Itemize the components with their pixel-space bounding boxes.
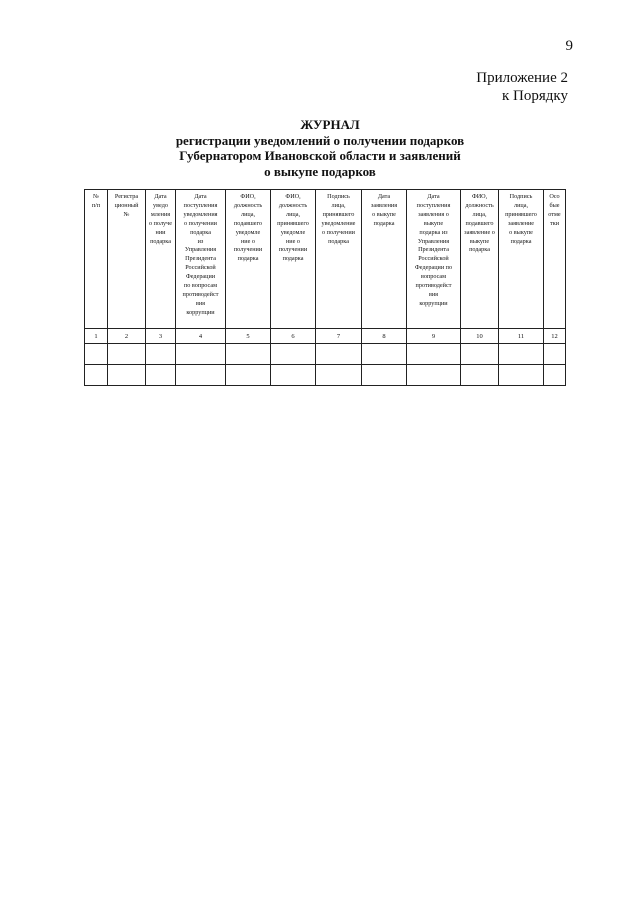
column-header-6 [271,190,316,329]
column-number: 10 [461,329,499,344]
column-header-line: Осо [549,193,560,200]
column-header-line: подарка [469,246,490,254]
column-header-line: выкупе [423,219,444,227]
column-header-line: мления [150,210,171,218]
column-header-line: принявшего [322,210,355,218]
column-header-line: заявление [507,219,535,227]
registration-journal-table [84,189,566,386]
title-line-2: Губернатором Ивановской области и заявлений [179,148,461,163]
column-header-line: по вопросам [183,282,218,290]
column-header-line: Президента [185,255,216,263]
column-header-line: нии [155,228,166,236]
column-header-line: подарка из [419,228,448,236]
column-header-1 [85,190,108,329]
column-header-line: лица, [513,201,528,209]
column-header-line: уведо [153,201,168,209]
column-header-line: отме [548,210,561,218]
column-header-line: п/п [91,201,101,209]
table-cell [407,365,461,386]
column-number: 1 [85,329,108,344]
column-number: 5 [226,329,271,344]
column-header-line: подарка [150,237,171,245]
column-header-line: уведомление [321,219,356,227]
column-header-line: о выкупе [372,210,396,218]
column-header-2 [108,190,146,329]
column-header-line: подарка [510,237,532,245]
table-row [85,344,566,365]
column-header-line: № [93,193,99,200]
column-header-line: лица, [331,201,346,209]
column-number: 7 [316,329,362,344]
column-header-10 [461,190,499,329]
column-header-line: уведомления [183,210,218,218]
column-header-line: ние о [285,237,300,245]
column-header-line: противодейст [182,290,219,298]
column-header-line: принявшего [505,210,537,218]
column-header-line: заявление о [464,228,495,236]
column-number: 6 [271,329,316,344]
column-header-line: уведомле [280,228,306,236]
column-header-line: Управления [184,246,217,254]
column-header-line: заявления [370,201,398,209]
column-number-row [85,329,566,344]
column-header-line: Дата [194,193,207,200]
column-header-line: вия [195,299,206,307]
column-number: 8 [362,329,407,344]
table-cell [271,365,316,386]
column-header-line: Федерации [185,273,216,281]
column-header-line: уведомле [235,228,261,236]
column-header-line: тки [549,219,560,227]
column-header-line: о получении [322,228,355,236]
appendix-reference [476,69,568,105]
table-cell [85,344,108,365]
column-header-11 [499,190,544,329]
column-number: 12 [544,329,566,344]
column-header-line: коррупции [419,299,448,307]
column-number: 4 [176,329,226,344]
column-header-line: о получении [184,219,217,227]
column-header-8 [362,190,407,329]
column-header-9 [407,190,461,329]
title-main: ЖУРНАЛ [300,117,360,132]
column-header-line: из [197,237,204,245]
column-header-line: получении [233,246,263,254]
table-cell [176,344,226,365]
column-number: 9 [407,329,461,344]
column-header-line: должность [465,201,494,209]
column-header-line: лица, [472,210,487,218]
table-cell [461,344,499,365]
title-line-1: регистрации уведомлений о получении подарков [175,132,465,148]
column-header-line: принявшего [277,219,309,227]
column-header-line: Подпись [327,193,350,200]
column-header-line: лица, [285,210,300,218]
column-number: 3 [146,329,176,344]
column-header-line: ФИО, [240,193,256,200]
table-cell [407,344,461,365]
column-header-line: Дата [377,193,391,200]
column-header-line: о получе [148,219,172,227]
column-header-line: ФИО, [471,193,488,200]
table-cell [146,365,176,386]
column-header-line: Президента [418,246,449,254]
table-cell [146,344,176,365]
column-header-line: подарка [373,219,395,227]
column-header-line: Управления [417,237,450,245]
table-cell [226,344,271,365]
table-cell [499,344,544,365]
table-cell [544,344,566,365]
table-row [85,365,566,386]
table-cell [544,365,566,386]
column-header-line: Федерации по [414,264,453,272]
column-header-line: поступления [183,201,218,209]
column-header-line: Подпись [509,193,533,200]
column-number: 2 [108,329,146,344]
column-header-line: поступления [416,201,451,209]
table-header-row [85,190,566,329]
column-header-line: подарка [282,255,304,263]
column-header-line: подавшего [465,219,494,227]
table-cell [176,365,226,386]
table-cell [316,365,362,386]
document-title [0,117,640,179]
column-header-line: ние о [240,237,255,245]
column-header-line: Дата [154,193,167,200]
table-cell [108,365,146,386]
column-header-4 [176,190,226,329]
column-header-line: подарка [328,237,349,245]
column-header-line: ФИО, [285,193,301,200]
column-header-12 [544,190,566,329]
column-header-line: о выкупе [509,228,533,236]
column-header-line: подарка [237,255,259,263]
column-header-3 [146,190,176,329]
title-line-3: о выкупе подарков [264,163,376,179]
column-header-line: бые [549,201,560,209]
column-header-line: заявления о [418,210,449,218]
column-header-line: Дата [427,193,440,200]
column-header-line: выкупе [469,237,490,245]
column-number: 11 [499,329,544,344]
column-header-line: подарка [190,228,211,236]
column-header-line: получении [278,246,308,254]
column-header-line: должность [278,201,308,209]
column-header-line: вия [428,290,439,298]
column-header-7 [316,190,362,329]
appendix-line-2: к Порядку [502,88,568,104]
column-header-line: Российской [418,255,449,263]
appendix-line-1: Приложение 2 [476,70,568,86]
column-header-line: коррупции [186,308,215,316]
column-header-5 [226,190,271,329]
column-header-line: лица, [240,210,255,218]
column-header-line: Регистра [114,193,139,200]
column-header-line: № [123,210,130,218]
table-cell [362,365,407,386]
table-cell [271,344,316,365]
table-cell [499,365,544,386]
table-cell [362,344,407,365]
page-number: 9 [565,38,573,54]
column-header-line: подавшего [233,219,263,227]
column-header-line: ционный [114,201,139,209]
table-cell [226,365,271,386]
column-header-line: Российской [185,264,216,272]
column-header-line: должность [233,201,263,209]
column-header-line: вопросам [420,273,447,281]
column-header-line: противодейст [415,282,452,290]
table-cell [85,365,108,386]
table-cell [108,344,146,365]
table-cell [461,365,499,386]
table-cell [316,344,362,365]
